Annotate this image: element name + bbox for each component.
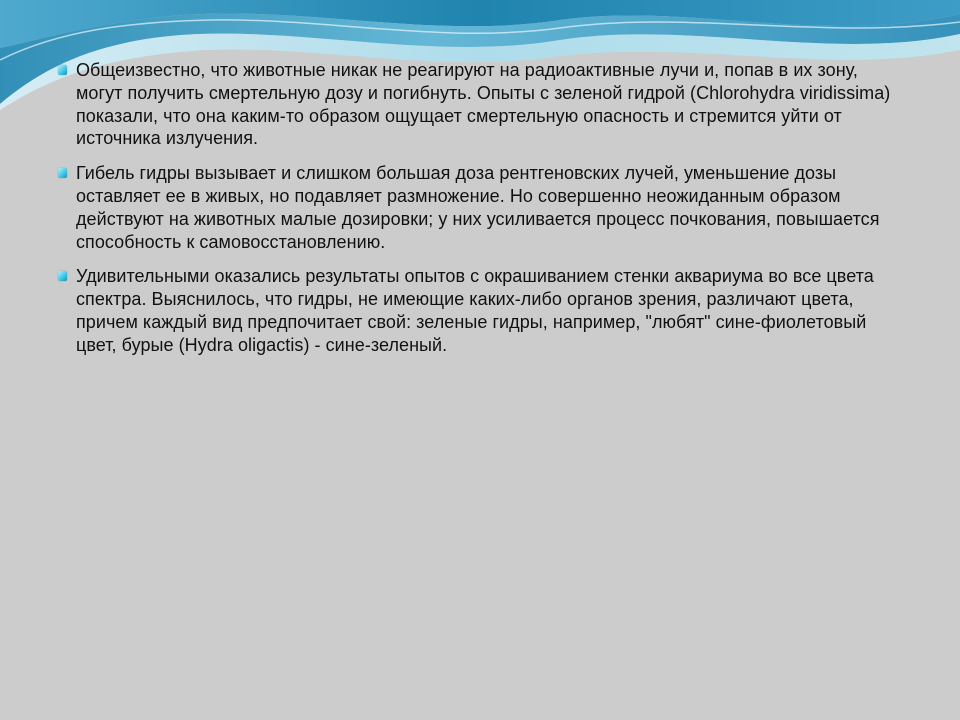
bullet-item-2	[58, 162, 908, 253]
bullet-list	[58, 59, 908, 369]
bullet-item-3	[58, 265, 908, 356]
square-bullet-icon	[58, 168, 67, 178]
bullet-text-1: Общеизвестно, что животные никак не реагируют на радиоактивные лучи и, попав в их зону, могут получить смертельную дозу и погибнуть. Опыты с зеленой гидрой (Chlorohydra viridissima) показали, что она каким-то образом ощущает смертельную опасность и стремится уйти от источника излучения.	[76, 60, 891, 149]
square-bullet-icon	[58, 271, 67, 281]
bullet-text-2: Гибель гидры вызывает и слишком большая доза рентгеновских лучей, уменьшение дозы оставляет ее в живых, но подавляет размножение. Но совершенно неожиданным образом действуют на животных малые дозировки; у них усиливается процесс почкования, повышается способность к самовосстановлению.	[76, 163, 880, 252]
bullet-item-1	[58, 59, 908, 150]
bullet-text-3: Удивительными оказались результаты опытов с окрашиванием стенки аквариума во все цвета спектра. Выяснилось, что гидры, не имеющие каких-либо органов зрения, различают цвета, причем каждый вид предпочитает свой: зеленые гидры, например, "любят" сине-фиолетовый цвет, бурые (Hydra oligactis) - сине-зеленый.	[76, 266, 874, 355]
square-bullet-icon	[58, 65, 67, 75]
